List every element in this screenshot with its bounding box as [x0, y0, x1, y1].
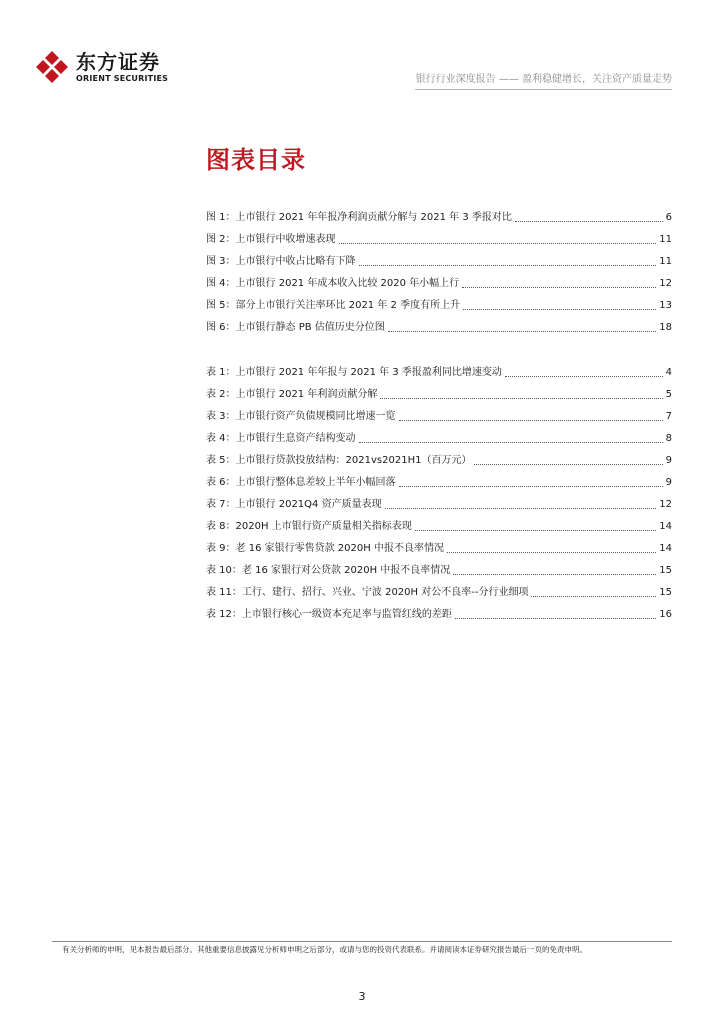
toc-entry-label[interactable]: 图 4：上市银行 2021 年成本收入比较 2020 年小幅上行 [206, 278, 460, 289]
toc-entry-page[interactable]: 8 [665, 433, 672, 444]
toc-dot-leader [455, 618, 656, 619]
toc-entry[interactable] [206, 247, 672, 269]
toc-entry[interactable] [206, 446, 672, 468]
toc-entry-label[interactable]: 表 1：上市银行 2021 年年报与 2021 年 3 季报盈利同比增速变动 [206, 367, 502, 378]
toc-entry[interactable] [206, 490, 672, 512]
toc-dot-leader [462, 287, 656, 288]
toc-dot-leader [359, 265, 657, 266]
toc-entry-page[interactable]: 13 [659, 300, 672, 311]
toc-entry[interactable] [206, 225, 672, 247]
toc-dot-leader [359, 442, 663, 443]
toc-entry[interactable] [206, 578, 672, 600]
toc-entry-label[interactable]: 表 11：工行、建行、招行、兴业、宁波 2020H 对公不良率--分行业细项 [206, 587, 529, 598]
toc-entry[interactable] [206, 468, 672, 490]
header-divider [415, 89, 672, 90]
toc-dot-leader [339, 243, 657, 244]
toc-entry[interactable] [206, 380, 672, 402]
toc-entry-page[interactable]: 6 [665, 212, 672, 223]
toc-entry-page[interactable]: 11 [659, 234, 672, 245]
toc-entry-page[interactable]: 12 [659, 278, 672, 289]
footer-disclaimer: 有关分析师的申明，见本报告最后部分。其他重要信息披露见分析师申明之后部分，或请与您的投资代表联系。并请阅读本证券研究报告最后一页的免责申明。 [62, 945, 587, 954]
toc-entry-label[interactable]: 图 1：上市银行 2021 年年报净利润贡献分解与 2021 年 3 季报对比 [206, 212, 512, 223]
toc-entry[interactable] [206, 556, 672, 578]
toc-entry-page[interactable]: 9 [665, 477, 672, 488]
toc-entry-page[interactable]: 18 [659, 322, 672, 333]
toc-entry-page[interactable]: 15 [659, 587, 672, 598]
footer-divider [52, 941, 672, 942]
toc-entry-page[interactable]: 15 [659, 565, 672, 576]
toc-entry[interactable] [206, 402, 672, 424]
toc-dot-leader [474, 464, 662, 465]
toc-dot-leader [447, 552, 656, 553]
toc-entry-label[interactable]: 图 3：上市银行中收占比略有下降 [206, 256, 356, 267]
toc-entry-page[interactable]: 14 [659, 521, 672, 532]
toc-entry-label[interactable]: 表 8：2020H 上市银行资产质量相关指标表现 [206, 521, 412, 532]
brand-name-en: ORIENT SECURITIES [76, 74, 169, 83]
toc-entry-label[interactable]: 表 7：上市银行 2021Q4 资产质量表现 [206, 499, 382, 510]
toc-entry-page[interactable]: 11 [659, 256, 672, 267]
toc-entry-label[interactable]: 表 9：老 16 家银行零售贷款 2020H 中报不良率情况 [206, 543, 444, 554]
toc-dot-leader [399, 486, 663, 487]
toc-dot-leader [515, 221, 663, 222]
toc-dot-leader [399, 420, 663, 421]
toc-dot-leader [531, 596, 656, 597]
report-subtitle: 银行行业深度报告 —— 盈利稳健增长，关注资产质量走势 [415, 74, 672, 85]
toc-entry-page[interactable]: 4 [665, 367, 672, 378]
toc-dot-leader [388, 331, 656, 332]
figures-list [206, 203, 672, 335]
toc-entry-page[interactable]: 9 [665, 455, 672, 466]
toc-entry-page[interactable]: 7 [665, 411, 672, 422]
toc-entry[interactable] [206, 358, 672, 380]
toc-entry-page[interactable]: 14 [659, 543, 672, 554]
toc-entry-page[interactable]: 16 [659, 609, 672, 620]
toc-entry[interactable] [206, 600, 672, 622]
toc-entry[interactable] [206, 424, 672, 446]
toc-dot-leader [453, 574, 656, 575]
toc-entry[interactable] [206, 291, 672, 313]
page-number: 3 [358, 990, 366, 1003]
toc-entry-label[interactable]: 表 5：上市银行贷款投放结构：2021vs2021H1（百万元） [206, 455, 472, 466]
toc-entry-label[interactable]: 图 6：上市银行静态 PB 估值历史分位图 [206, 322, 385, 333]
toc-entry[interactable] [206, 269, 672, 291]
toc-entry-label[interactable]: 表 2：上市银行 2021 年利润贡献分解 [206, 389, 378, 400]
toc-entry[interactable] [206, 534, 672, 556]
toc-entry[interactable] [206, 313, 672, 335]
brand-name-cn: 东方证券 [76, 50, 160, 74]
toc-entry-page[interactable]: 5 [665, 389, 672, 400]
toc-dot-leader [380, 398, 662, 399]
toc-entry-label[interactable]: 图 5：部分上市银行关注率环比 2021 年 2 季度有所上升 [206, 300, 461, 311]
toc-entry-label[interactable]: 表 4：上市银行生息资产结构变动 [206, 433, 356, 444]
toc-entry-label[interactable]: 表 6：上市银行整体息差较上半年小幅回落 [206, 477, 396, 488]
toc-title: 图表目录 [206, 146, 306, 174]
toc-dot-leader [505, 376, 663, 377]
toc-entry-label[interactable]: 表 3：上市银行资产负债规模同比增速一览 [206, 411, 396, 422]
toc-dot-leader [385, 508, 657, 509]
toc-entry-label[interactable]: 图 2：上市银行中收增速表现 [206, 234, 336, 245]
toc-dot-leader [415, 530, 657, 531]
orient-securities-logo-icon [35, 50, 69, 84]
toc-entry[interactable] [206, 512, 672, 534]
toc-dot-leader [463, 309, 656, 310]
toc-entry-label[interactable]: 表 12：上市银行核心一级资本充足率与监管红线的差距 [206, 609, 452, 620]
tables-list [206, 358, 672, 622]
page-header [0, 0, 724, 92]
toc-entry-label[interactable]: 表 10：老 16 家银行对公贷款 2020H 中报不良率情况 [206, 565, 451, 576]
toc-entry-page[interactable]: 12 [659, 499, 672, 510]
toc-entry[interactable] [206, 203, 672, 225]
